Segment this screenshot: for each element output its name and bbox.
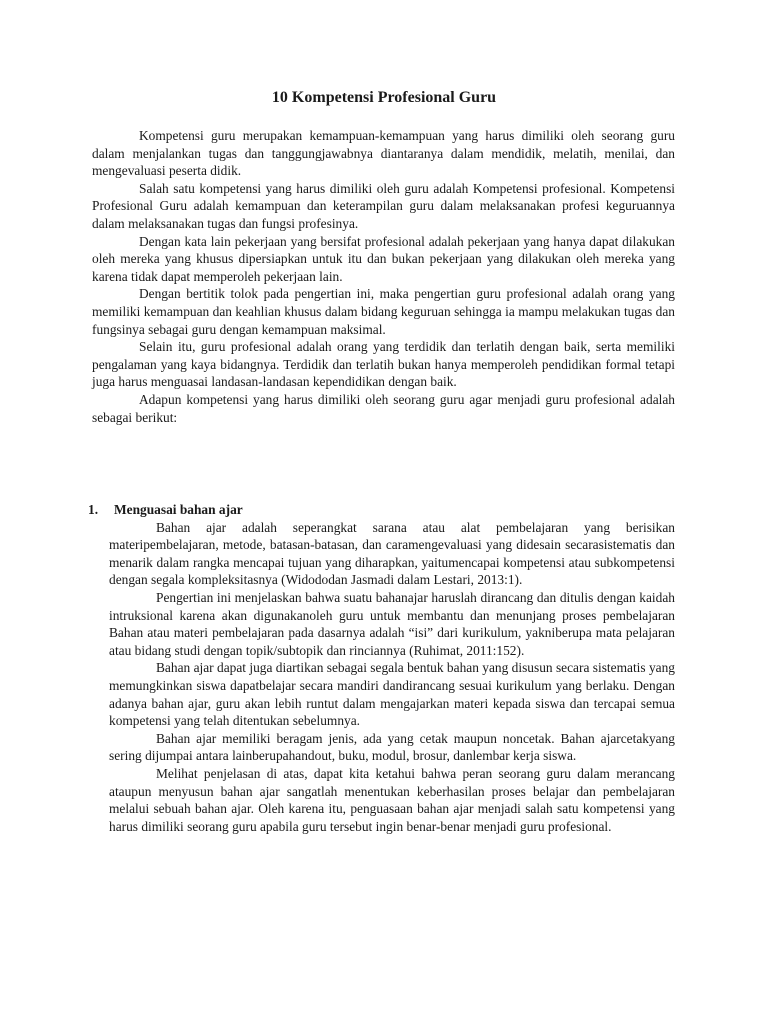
- paragraph: Dengan bertitik tolok pada pengertian ini, maka pengertian guru profesional adalah orang yang memiliki kemampuan dan keahlian khusus dalam bidang keguruan sehingga ia mampu melakukan tugas dan fungsinya sebagai guru dengan kemampuan maksimal.: [92, 286, 675, 337]
- paragraph: Adapun kompetensi yang harus dimiliki oleh seorang guru agar menjadi guru profesional adalah sebagai berikut:: [92, 391, 675, 425]
- section-menguasai-bahan-ajar: [88, 501, 675, 835]
- paragraph: Dengan kata lain pekerjaan yang bersifat profesional adalah pekerjaan yang hanya dapat dilakukan oleh mereka yang khusus dipersiapkan untuk itu dan bukan pekerjaan yang dilakukan oleh mereka yang karena tidak dapat memperoleh pekerjaan lain.: [92, 233, 675, 284]
- section-heading: [88, 501, 675, 519]
- section-body: [109, 519, 675, 836]
- document-title: 10 Kompetensi Profesional Guru: [271, 89, 497, 106]
- section-heading-label: Menguasai bahan ajar: [114, 502, 243, 517]
- section-paragraph: Bahan ajar memiliki beragam jenis, ada yang cetak maupun noncetak. Bahan ajarcetakyang sering dijumpai antara lainberupahandout, buku, modul, brosur, danlembar kerja siswa.: [109, 730, 675, 764]
- section-paragraph: Melihat penjelasan di atas, dapat kita ketahui bahwa peran seorang guru dalam merancang ataupun menyusun bahan ajar sangatlah menentukan keberhasilan proses belajar dan pembelajaran melalui sebuah bahan ajar. Oleh karena itu, penguasaan bahan ajar menjadi salah satu kompetensi yang harus dimiliki seorang guru apabila guru tersebut ingin benar-benar menjadi guru profesional.: [109, 765, 675, 834]
- paragraph: Selain itu, guru profesional adalah orang yang terdidik dan terlatih dengan baik, serta memiliki pengalaman yang kaya bidangnya. Terdidik dan terlatih bukan hanya memperoleh pendidikan formal tetapi juga harus menguasai landasan-landasan kependidikan dengan baik.: [92, 339, 675, 390]
- paragraph: Kompetensi guru merupakan kemampuan-kemampuan yang harus dimiliki oleh seorang guru dalam menjalankan tugas dan tanggungjawabnya diantaranya dalam mendidik, melatih, menilai, dan mengevaluasi peserta didik.: [92, 128, 675, 179]
- intro-text: [92, 127, 675, 426]
- section-number: 1.: [88, 502, 99, 517]
- section-paragraph: Pengertian ini menjelaskan bahwa suatu bahanajar haruslah dirancang dan ditulis dengan kaidah intruksional karena akan digunakanoleh guru untuk membantu dan menunjang proses pembelajaran Bahan atau materi pembelajaran pada dasarnya adalah “isi” dari kurikulum, yakniberupa mata pelajaran atau bidang studi dengan topik/subtopik dan rinciannya (Ruhimat, 2011:152).: [109, 589, 675, 658]
- section-paragraph: Bahan ajar adalah seperangkat sarana atau alat pembelajaran yang berisikan materipembelajaran, metode, batasan-batasan, dan caramengevaluasi yang didesain secarasistematis dan menarik dalam rangka mencapai tujuan yang diharapkan, yaitumencapai kompetensi atau subkompetensi dengan segala kompleksitasnya (Widododan Jasmadi dalam Lestari, 2013:1).: [109, 519, 675, 588]
- section-paragraph: Bahan ajar dapat juga diartikan sebagai segala bentuk bahan yang disusun secara sistematis yang memungkinkan siswa dapatbelajar secara mandiri dandirancang sesuai kurikulum yang berlaku. Dengan adanya bahan ajar, guru akan lebih runtut dalam mengajarkan materi kepada siswa dan tercapai semua kompetensi yang telah ditentukan sebelumnya.: [109, 660, 675, 729]
- paragraph: Salah satu kompetensi yang harus dimiliki oleh guru adalah Kompetensi profesional. Kompetensi Profesional Guru adalah kemampuan dan keterampilan guru dalam melaksanakan profesi keguruannya dalam melaksanakan tugas dan fungsi profesinya.: [92, 180, 675, 231]
